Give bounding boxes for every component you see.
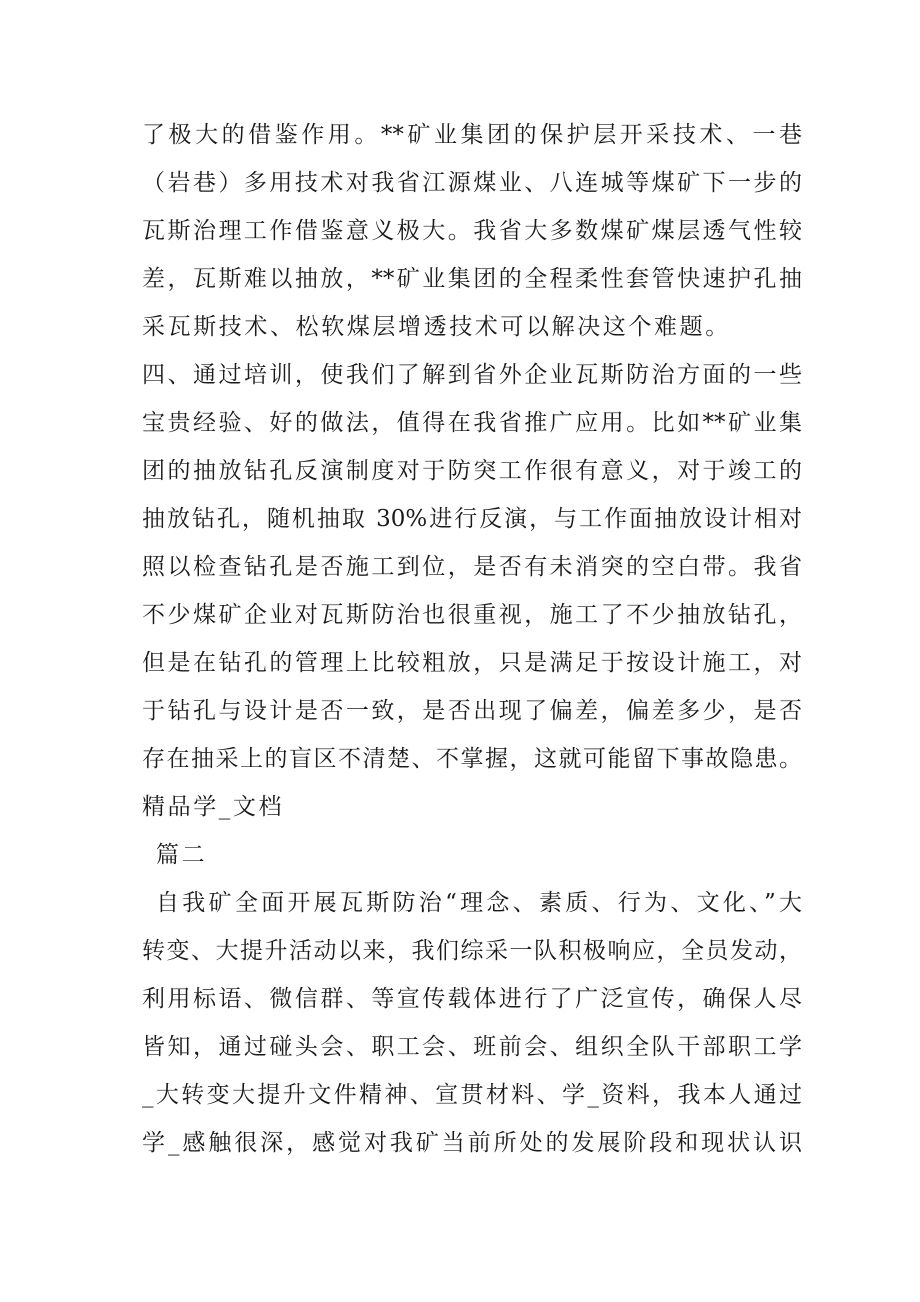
text-line: 但是在钻孔的管理上比较粗放，只是满足于按设计施工，对 [142,650,802,676]
text-line: 宝贵经验、好的做法，值得在我省推广应用。比如**矿业集 [142,410,802,436]
text-line: 自我矿全面开展瓦斯防治“理念、素质、行为、文化、”大 [156,890,802,916]
text-line: 瓦斯治理工作借鉴意义极大。我省大多数煤矿煤层透气性较 [142,218,802,244]
text-line: 抽放钻孔，随机抽取 30%进行反演，与工作面抽放设计相对 [142,506,802,532]
text-line: _大转变大提升文件精神、宣贯材料、学_资料，我本人通过 [142,1082,802,1108]
text-line: 转变、大提升活动以来，我们综采一队积极响应，全员发动， [142,938,802,964]
text-line: 皆知，通过碰头会、职工会、班前会、组织全队干部职工学 [142,1034,802,1060]
text-line: 差，瓦斯难以抽放，**矿业集团的全程柔性套管快速护孔抽 [142,266,802,292]
document-body [142,111,802,1167]
text-line: （岩巷）多用技术对我省江源煤业、八连城等煤矿下一步的 [142,170,802,196]
text-line-footer-note: 精品学_文档 [142,794,285,820]
text-line: 了极大的借鉴作用。**矿业集团的保护层开采技术、一巷 [142,122,802,148]
text-line: 不少煤矿企业对瓦斯防治也很重视，施工了不少抽放钻孔， [142,602,802,628]
text-line: 利用标语、微信群、等宣传载体进行了广泛宣传，确保人尽 [142,986,802,1012]
text-line: 团的抽放钻孔反演制度对于防突工作很有意义，对于竣工的 [142,458,802,484]
text-line: 于钻孔与设计是否一致，是否出现了偏差，偏差多少，是否 [142,698,802,724]
text-line: 照以检查钻孔是否施工到位，是否有未消突的空白带。我省 [142,554,802,580]
text-line: 学_感触很深，感觉对我矿当前所处的发展阶段和现状认识 [142,1130,802,1156]
text-line: 采瓦斯技术、松软煤层增透技术可以解决这个难题。 [142,314,731,340]
text-line: 四、通过培训，使我们了解到省外企业瓦斯防治方面的一些 [142,362,802,388]
section-heading: 篇二 [156,842,208,868]
text-line: 存在抽采上的盲区不清楚、不掌握，这就可能留下事故隐患。 [142,746,802,772]
